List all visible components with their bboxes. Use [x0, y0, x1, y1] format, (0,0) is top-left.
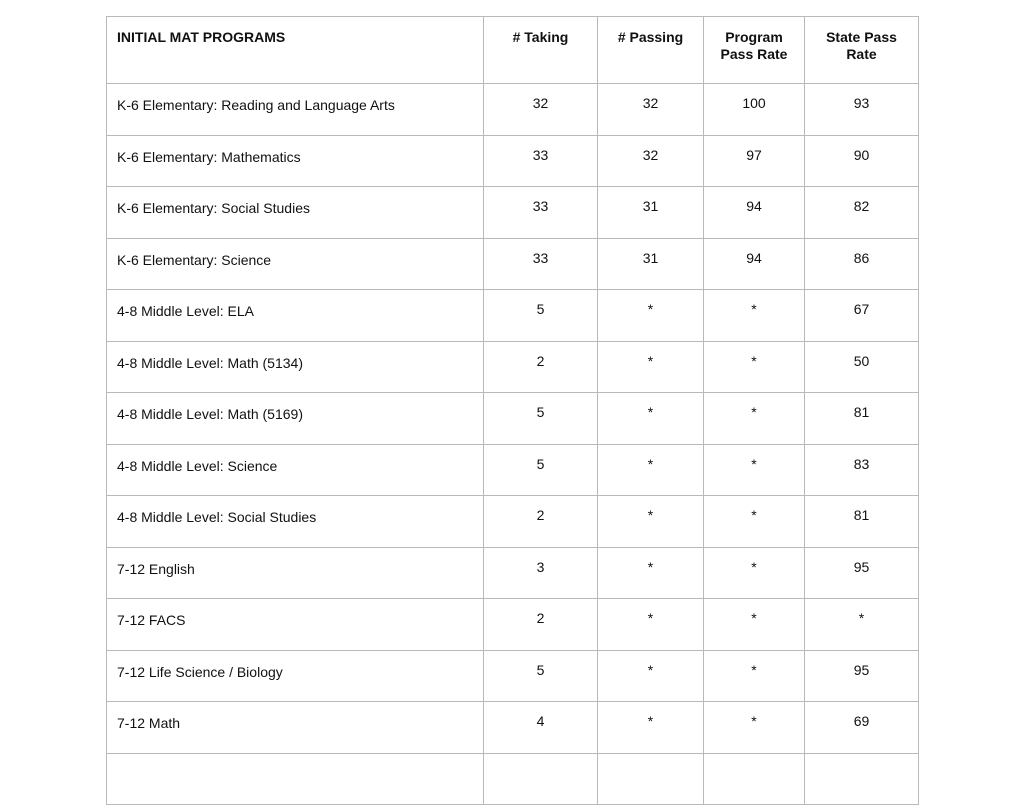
- cell-passing: *: [598, 702, 704, 754]
- cell-program: 4-8 Middle Level: Science: [107, 444, 484, 496]
- table-row: [107, 547, 919, 599]
- cell-passing: *: [598, 650, 704, 702]
- table-row: [107, 753, 919, 805]
- cell-taking: 5: [484, 650, 598, 702]
- cell-taking: 4: [484, 702, 598, 754]
- cell-program: K-6 Elementary: Science: [107, 238, 484, 290]
- cell-program-pass-rate: 94: [704, 238, 805, 290]
- cell-state-pass-rate: [805, 753, 919, 805]
- cell-passing: *: [598, 290, 704, 342]
- header-passing: # Passing: [598, 17, 704, 84]
- cell-program-pass-rate: *: [704, 393, 805, 445]
- table-row: [107, 599, 919, 651]
- cell-program: K-6 Elementary: Mathematics: [107, 135, 484, 187]
- cell-state-pass-rate: 69: [805, 702, 919, 754]
- cell-taking: [484, 753, 598, 805]
- header-state-pass-rate-line2: Rate: [846, 46, 877, 62]
- cell-state-pass-rate: 95: [805, 547, 919, 599]
- cell-program: 4-8 Middle Level: Math (5169): [107, 393, 484, 445]
- cell-taking: 33: [484, 187, 598, 239]
- cell-passing: 32: [598, 84, 704, 136]
- pass-rate-table: [106, 16, 919, 805]
- header-program-pass-rate: [704, 17, 805, 84]
- cell-passing: *: [598, 496, 704, 548]
- header-taking: # Taking: [484, 17, 598, 84]
- table-body: [107, 84, 919, 805]
- cell-state-pass-rate: 95: [805, 650, 919, 702]
- header-state-pass-rate-line1: State Pass: [826, 29, 897, 45]
- header-program-pass-rate-line1: Program: [725, 29, 783, 45]
- cell-state-pass-rate: 50: [805, 341, 919, 393]
- cell-taking: 5: [484, 290, 598, 342]
- cell-program: K-6 Elementary: Reading and Language Arts: [107, 84, 484, 136]
- cell-program: 7-12 Life Science / Biology: [107, 650, 484, 702]
- cell-taking: 33: [484, 238, 598, 290]
- table-row: [107, 238, 919, 290]
- header-program: INITIAL MAT PROGRAMS: [107, 17, 484, 84]
- cell-passing: *: [598, 547, 704, 599]
- header-row: [107, 17, 919, 84]
- cell-program: 7-12 FACS: [107, 599, 484, 651]
- cell-program-pass-rate: *: [704, 702, 805, 754]
- cell-taking: 5: [484, 444, 598, 496]
- cell-state-pass-rate: 67: [805, 290, 919, 342]
- cell-program: [107, 753, 484, 805]
- cell-state-pass-rate: 86: [805, 238, 919, 290]
- table-row: [107, 341, 919, 393]
- table-row: [107, 496, 919, 548]
- cell-taking: 32: [484, 84, 598, 136]
- cell-state-pass-rate: 83: [805, 444, 919, 496]
- cell-program: K-6 Elementary: Social Studies: [107, 187, 484, 239]
- cell-taking: 33: [484, 135, 598, 187]
- table-row: [107, 650, 919, 702]
- cell-program: 7-12 Math: [107, 702, 484, 754]
- cell-passing: [598, 753, 704, 805]
- header-program-pass-rate-line2: Pass Rate: [720, 46, 788, 62]
- cell-program-pass-rate: *: [704, 290, 805, 342]
- cell-program-pass-rate: 94: [704, 187, 805, 239]
- cell-program-pass-rate: 100: [704, 84, 805, 136]
- cell-passing: 31: [598, 187, 704, 239]
- cell-program-pass-rate: *: [704, 599, 805, 651]
- cell-program-pass-rate: *: [704, 650, 805, 702]
- cell-state-pass-rate: 81: [805, 496, 919, 548]
- table-row: [107, 187, 919, 239]
- cell-program-pass-rate: *: [704, 341, 805, 393]
- table-row: [107, 84, 919, 136]
- cell-program-pass-rate: 97: [704, 135, 805, 187]
- cell-taking: 2: [484, 599, 598, 651]
- cell-program: 4-8 Middle Level: Social Studies: [107, 496, 484, 548]
- cell-passing: *: [598, 341, 704, 393]
- cell-state-pass-rate: 90: [805, 135, 919, 187]
- table-row: [107, 444, 919, 496]
- cell-passing: *: [598, 393, 704, 445]
- cell-passing: 31: [598, 238, 704, 290]
- cell-program: 4-8 Middle Level: Math (5134): [107, 341, 484, 393]
- table-row: [107, 135, 919, 187]
- cell-passing: *: [598, 444, 704, 496]
- table-row: [107, 290, 919, 342]
- cell-state-pass-rate: *: [805, 599, 919, 651]
- table-row: [107, 393, 919, 445]
- cell-state-pass-rate: 82: [805, 187, 919, 239]
- cell-taking: 2: [484, 341, 598, 393]
- cell-program-pass-rate: [704, 753, 805, 805]
- cell-program: 4-8 Middle Level: ELA: [107, 290, 484, 342]
- cell-program-pass-rate: *: [704, 547, 805, 599]
- cell-passing: *: [598, 599, 704, 651]
- cell-state-pass-rate: 81: [805, 393, 919, 445]
- cell-taking: 5: [484, 393, 598, 445]
- cell-program: 7-12 English: [107, 547, 484, 599]
- cell-passing: 32: [598, 135, 704, 187]
- cell-program-pass-rate: *: [704, 444, 805, 496]
- header-state-pass-rate: [805, 17, 919, 84]
- cell-taking: 2: [484, 496, 598, 548]
- cell-state-pass-rate: 93: [805, 84, 919, 136]
- cell-taking: 3: [484, 547, 598, 599]
- cell-program-pass-rate: *: [704, 496, 805, 548]
- table-row: [107, 702, 919, 754]
